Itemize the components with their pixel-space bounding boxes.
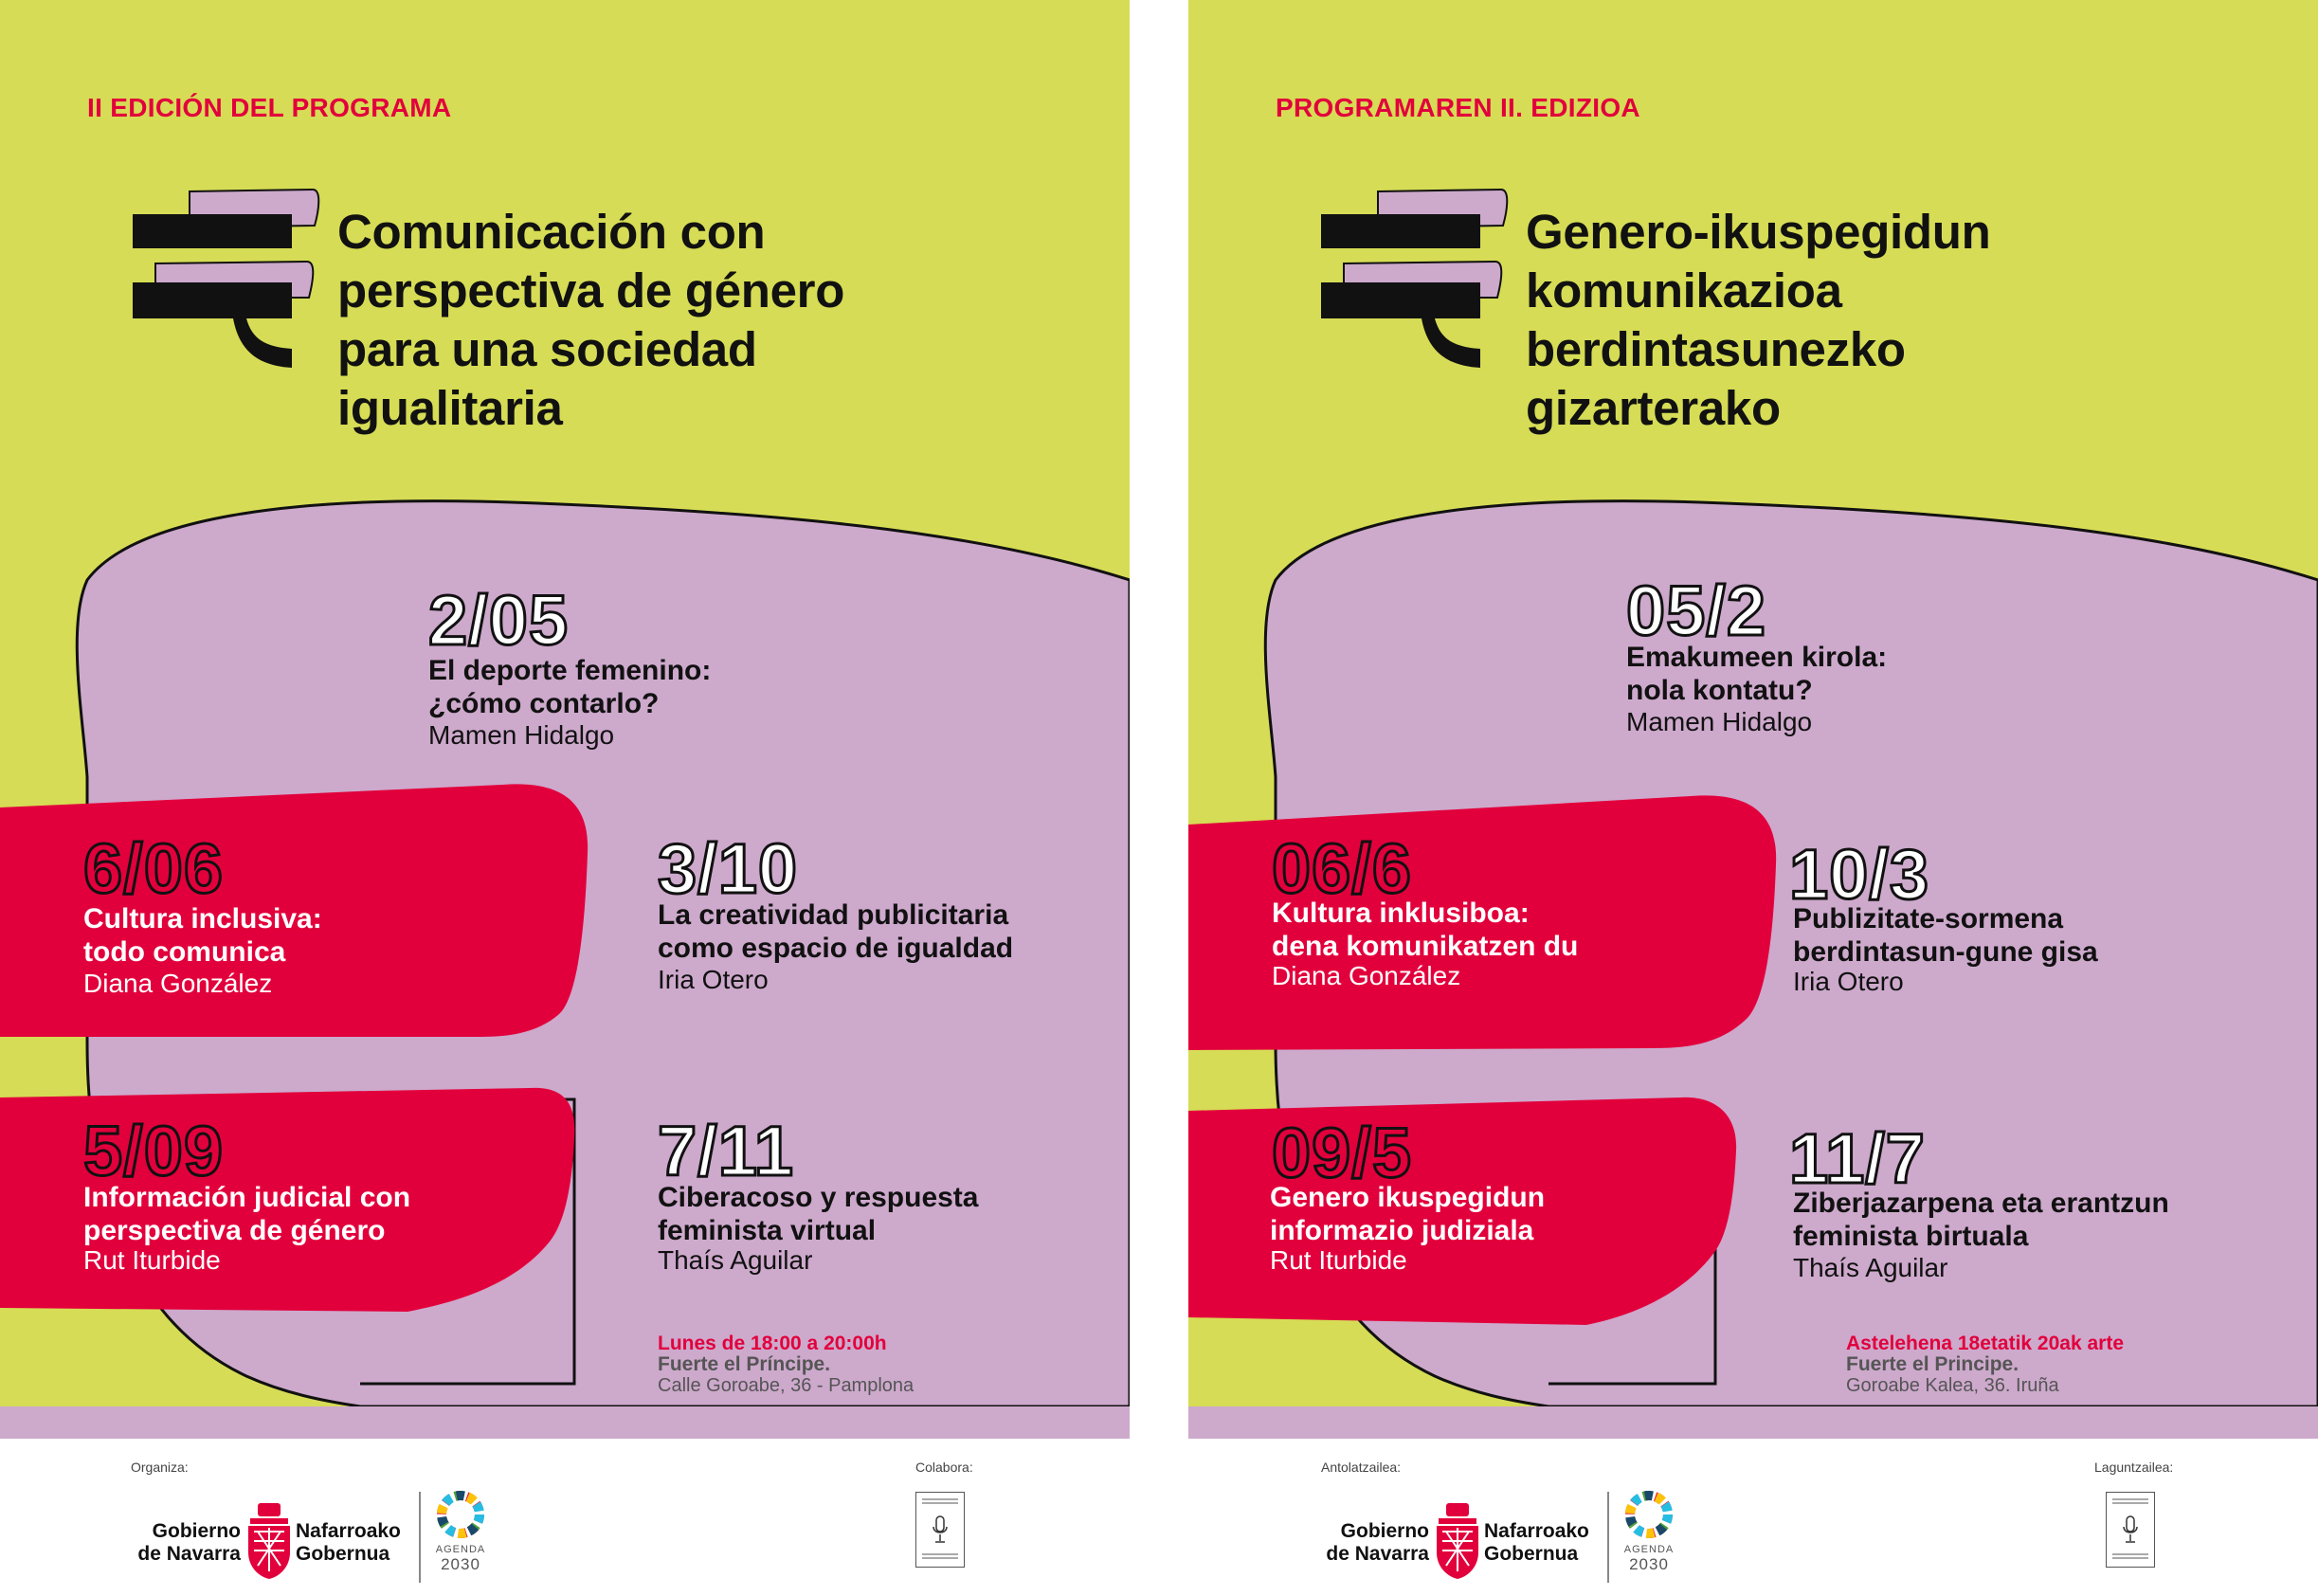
logo-text-line <box>922 1557 958 1559</box>
poster-spanish <box>0 0 1130 1596</box>
session-speaker: Iria Otero <box>1793 967 1904 996</box>
poster-title <box>337 203 1096 438</box>
talk-line: como espacio de igualdad <box>658 933 1014 964</box>
session-date: 10/3 <box>1789 835 1930 914</box>
session-talk <box>658 1181 978 1247</box>
session-talk <box>1793 1187 2169 1253</box>
logo-text-line <box>2112 1498 2148 1500</box>
poster-basque <box>1188 0 2318 1596</box>
talk-line: ¿cómo contarlo? <box>428 688 660 719</box>
logo-text-line <box>2112 1553 2148 1555</box>
gov-line: de Navarra <box>137 1543 241 1565</box>
title-line: berdintasunezko <box>1526 322 1906 376</box>
session-talk <box>83 902 322 969</box>
session-speaker: Rut Iturbide <box>1270 1245 1407 1275</box>
session-date: 11/7 <box>1789 1119 1926 1198</box>
session-talk <box>1270 1181 1545 1247</box>
session-talk <box>658 898 1013 965</box>
gov-line: Gobierno <box>1340 1520 1429 1542</box>
talk-line: Información judicial con <box>83 1182 411 1213</box>
agenda-label <box>1616 1543 1682 1571</box>
agenda-line: 2030 <box>1629 1555 1669 1573</box>
agenda-line: 2030 <box>441 1555 480 1573</box>
logo-text-line <box>2112 1557 2148 1559</box>
edition-label: II EDICIÓN DEL PROGRAMA <box>87 93 452 122</box>
talk-line: Ziberjazarpena eta erantzun <box>1793 1188 2169 1219</box>
logo-text-line <box>922 1502 958 1504</box>
schedule-text: Lunes de 18:00 a 20:00h <box>658 1333 887 1354</box>
gov-line: Gobierno <box>152 1520 241 1542</box>
talk-line: Publizitate-sormena <box>1793 903 2064 934</box>
title-line: para una sociedad <box>337 322 757 376</box>
agenda-label <box>427 1543 494 1571</box>
gov-name-eu <box>1484 1520 1589 1566</box>
title-line: komunikazioa <box>1526 263 1842 317</box>
title-line: igualitaria <box>337 381 563 435</box>
microphone-icon <box>932 1515 949 1544</box>
gov-name-eu <box>296 1520 401 1566</box>
gov-line: de Navarra <box>1326 1543 1429 1565</box>
talk-line: feminista virtual <box>658 1215 877 1246</box>
talk-line: Ciberacoso y respuesta <box>658 1182 979 1213</box>
session-speaker: Rut Iturbide <box>83 1245 221 1275</box>
poster-title <box>1526 203 2284 438</box>
gov-line: Gobernua <box>1484 1543 1579 1565</box>
organizer-label: Organiza: <box>131 1460 189 1475</box>
talk-line: Emakumeen kirola: <box>1626 642 1888 673</box>
title-line: perspectiva de género <box>337 263 845 317</box>
talk-line: perspectiva de género <box>83 1215 386 1246</box>
navarra-shield-icon <box>1435 1503 1480 1579</box>
session-talk <box>1272 897 1578 963</box>
gov-line: Nafarroako <box>1484 1520 1589 1542</box>
gov-name-es <box>1319 1520 1429 1566</box>
talk-line: feminista birtuala <box>1793 1221 2029 1252</box>
session-date: 6/06 <box>83 829 225 908</box>
footer-divider <box>1607 1492 1609 1583</box>
session-date: 06/6 <box>1272 829 1413 908</box>
session-date: 09/5 <box>1272 1114 1413 1192</box>
gov-line: Nafarroako <box>296 1520 401 1542</box>
footer-divider <box>419 1492 421 1583</box>
talk-line: La creatividad publicitaria <box>658 899 1009 931</box>
sdg-wheel-icon <box>1624 1490 1674 1539</box>
sdg-wheel-icon <box>436 1490 485 1539</box>
logo-text-line <box>2112 1502 2148 1504</box>
session-talk <box>428 654 711 720</box>
edition-label: PROGRAMAREN II. EDIZIOA <box>1276 93 1640 122</box>
session-speaker: Diana González <box>1272 961 1461 990</box>
session-talk <box>1626 641 1887 707</box>
venue-text: Fuerte el Principe. <box>1846 1353 2019 1375</box>
session-speaker: Thaís Aguilar <box>1793 1253 1948 1282</box>
address-text: Calle Goroabe, 36 - Pamplona <box>658 1375 915 1396</box>
session-speaker: Thaís Aguilar <box>658 1245 813 1275</box>
speech-bubble-logo-icon <box>1321 188 1511 368</box>
address-text: Goroabe Kalea, 36. Iruña <box>1846 1375 2059 1396</box>
navarra-shield-icon <box>246 1503 292 1579</box>
gov-line: Gobernua <box>296 1543 390 1565</box>
microphone-icon <box>2122 1515 2139 1544</box>
collaborator-logo <box>2106 1492 2155 1568</box>
session-speaker: Mamen Hidalgo <box>1626 707 1813 736</box>
talk-line: Cultura inclusiva: <box>83 903 322 934</box>
title-line: gizarterako <box>1526 381 1781 435</box>
sponsor-footer <box>0 1439 1130 1596</box>
speech-bubble-logo-icon <box>133 188 322 368</box>
session-date: 3/10 <box>658 829 799 908</box>
agenda-line: AGENDA <box>1623 1544 1675 1555</box>
organizer-label: Antolatzailea: <box>1321 1460 1402 1475</box>
session-speaker: Mamen Hidalgo <box>428 720 615 750</box>
session-talk <box>83 1181 410 1247</box>
title-line: Comunicación con <box>337 205 766 259</box>
collaborator-label: Laguntzailea: <box>2094 1460 2174 1475</box>
sponsor-footer <box>1188 1439 2318 1596</box>
logo-text-line <box>922 1498 958 1500</box>
talk-line: El deporte femenino: <box>428 655 712 686</box>
title-line: Genero-ikuspegidun <box>1526 205 1991 259</box>
talk-line: todo comunica <box>83 936 286 968</box>
collaborator-logo <box>915 1492 965 1568</box>
session-date: 7/11 <box>658 1112 794 1190</box>
session-speaker: Iria Otero <box>658 965 769 994</box>
session-date: 5/09 <box>83 1112 225 1190</box>
logo-text-line <box>922 1553 958 1555</box>
collaborator-label: Colabora: <box>915 1460 973 1475</box>
session-date: 05/2 <box>1626 571 1767 650</box>
schedule-text: Astelehena 18etatik 20ak arte <box>1846 1333 2125 1354</box>
gov-name-es <box>131 1520 241 1566</box>
venue-text: Fuerte el Príncipe. <box>658 1353 831 1375</box>
talk-line: nola kontatu? <box>1626 675 1813 706</box>
agenda-line: AGENDA <box>435 1544 486 1555</box>
session-talk <box>1793 902 2098 969</box>
talk-line: berdintasun-gune gisa <box>1793 936 2098 968</box>
session-speaker: Diana González <box>83 969 273 998</box>
talk-line: dena komunikatzen du <box>1272 931 1579 962</box>
talk-line: Genero ikuspegidun <box>1270 1182 1546 1213</box>
session-date: 2/05 <box>428 581 570 660</box>
talk-line: Kultura inklusiboa: <box>1272 898 1530 929</box>
talk-line: informazio judiziala <box>1270 1215 1534 1246</box>
